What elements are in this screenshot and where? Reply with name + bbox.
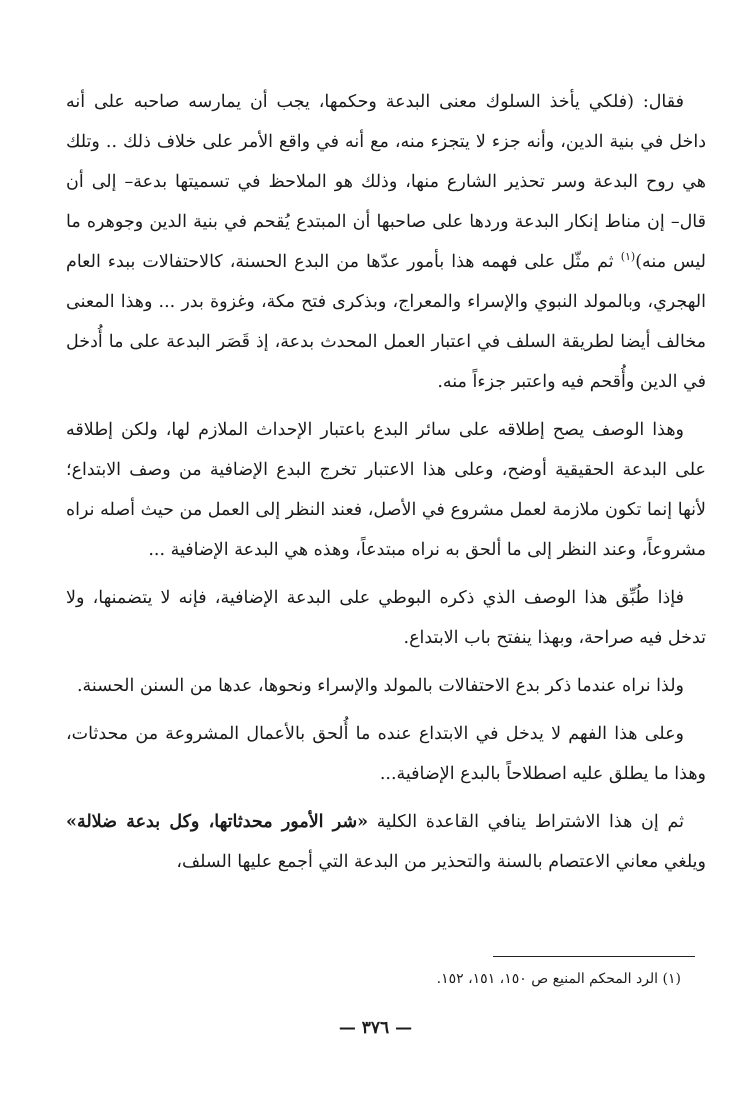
paragraph-6 <box>66 802 706 882</box>
footnote-divider <box>493 956 695 957</box>
paragraph-2: وهذا الوصف يصح إطلاقه على سائر البدع باعتبار الإحداث الملازم لها، ولكن إطلاقه على البدعة الحقيقية أوضح، وعلى هذا الاعتبار تخرج البدع الإضافية من وصف الابتداع؛ لأنها إنما تكون ملازمة لعمل مشروع في الأصل، فعند النظر إلى العمل من حيث أصله نراه مشروعاً، وعند النظر إلى ما ألحق به نراه مبتدعاً، وهذه هي البدعة الإضافية ... <box>66 420 706 560</box>
paragraph-1-text-b: ثم مثّل على فهمه هذا بأمور عدّها من البدع الحسنة، كالاحتفالات ببدء العام الهجري، وبالمولد النبوي والإسراء والمعراج، وبذكرى فتح مكة، وغزوة بدر ... وهذا المعنى مخالف أيضا لطريقة السلف في اعتبار العمل المحدث بدعة، إذ قَصَر البدعة على ما أُدخل في الدين وأُقحم فيه واعتبر جزءاً منه. <box>66 252 706 392</box>
paragraph-1-text-a: فقال: (فلكي يأخذ السلوك معنى البدعة وحكمها، يجب أن يمارسه صاحبه على أنه داخل في بنية الدين، وأنه جزء لا يتجزء منه، مع أنه في واقع الأمر على خلاف ذلك .. وتلك هي روح البدعة وسر تحذير الشارع منها، وذلك هو الملاحظ في تسميتها بدعة– إلى أن قال– إن مناط إنكار البدعة وردها على صاحبها أن المبتدع يُقحم في بنية الدين وجوهره ما ليس منه) <box>66 92 706 272</box>
footnote: (١) الرد المحكم المنيع ص ١٥٠، ١٥١، ١٥٢. <box>436 971 681 987</box>
paragraph-6-text-a: ثم إن هذا الاشتراط ينافي القاعدة الكلية <box>368 812 684 832</box>
paragraph-5: وعلى هذا الفهم لا يدخل في الابتداع عنده ما أُلحق بالأعمال المشروعة من محدثات، وهذا ما يطلق عليه اصطلاحاً بالبدع الإضافية... <box>66 724 706 784</box>
paragraph-1 <box>66 82 706 402</box>
paragraph-6-text-b: ويلغي معاني الاعتصام بالسنة والتحذير من البدعة التي أجمع عليها السلف، <box>176 852 706 872</box>
hadith-quote: «شر الأمور محدثاتها، وكل بدعة ضلالة» <box>66 812 369 832</box>
main-text <box>66 82 706 890</box>
paragraph-4: ولذا نراه عندما ذكر بدع الاحتفالات بالمولد والإسراء ونحوها، عدها من السنن الحسنة. <box>76 676 684 696</box>
page-number: — ٣٧٦ — <box>338 1018 413 1038</box>
paragraph-3: فإذا طُبِّق هذا الوصف الذي ذكره البوطي على البدعة الإضافية، فإنه لا يتضمنها، ولا تدخل فيه صراحة، وبهذا ينفتح باب الابتداع. <box>66 588 706 648</box>
footnote-reference: (١) <box>620 250 636 264</box>
